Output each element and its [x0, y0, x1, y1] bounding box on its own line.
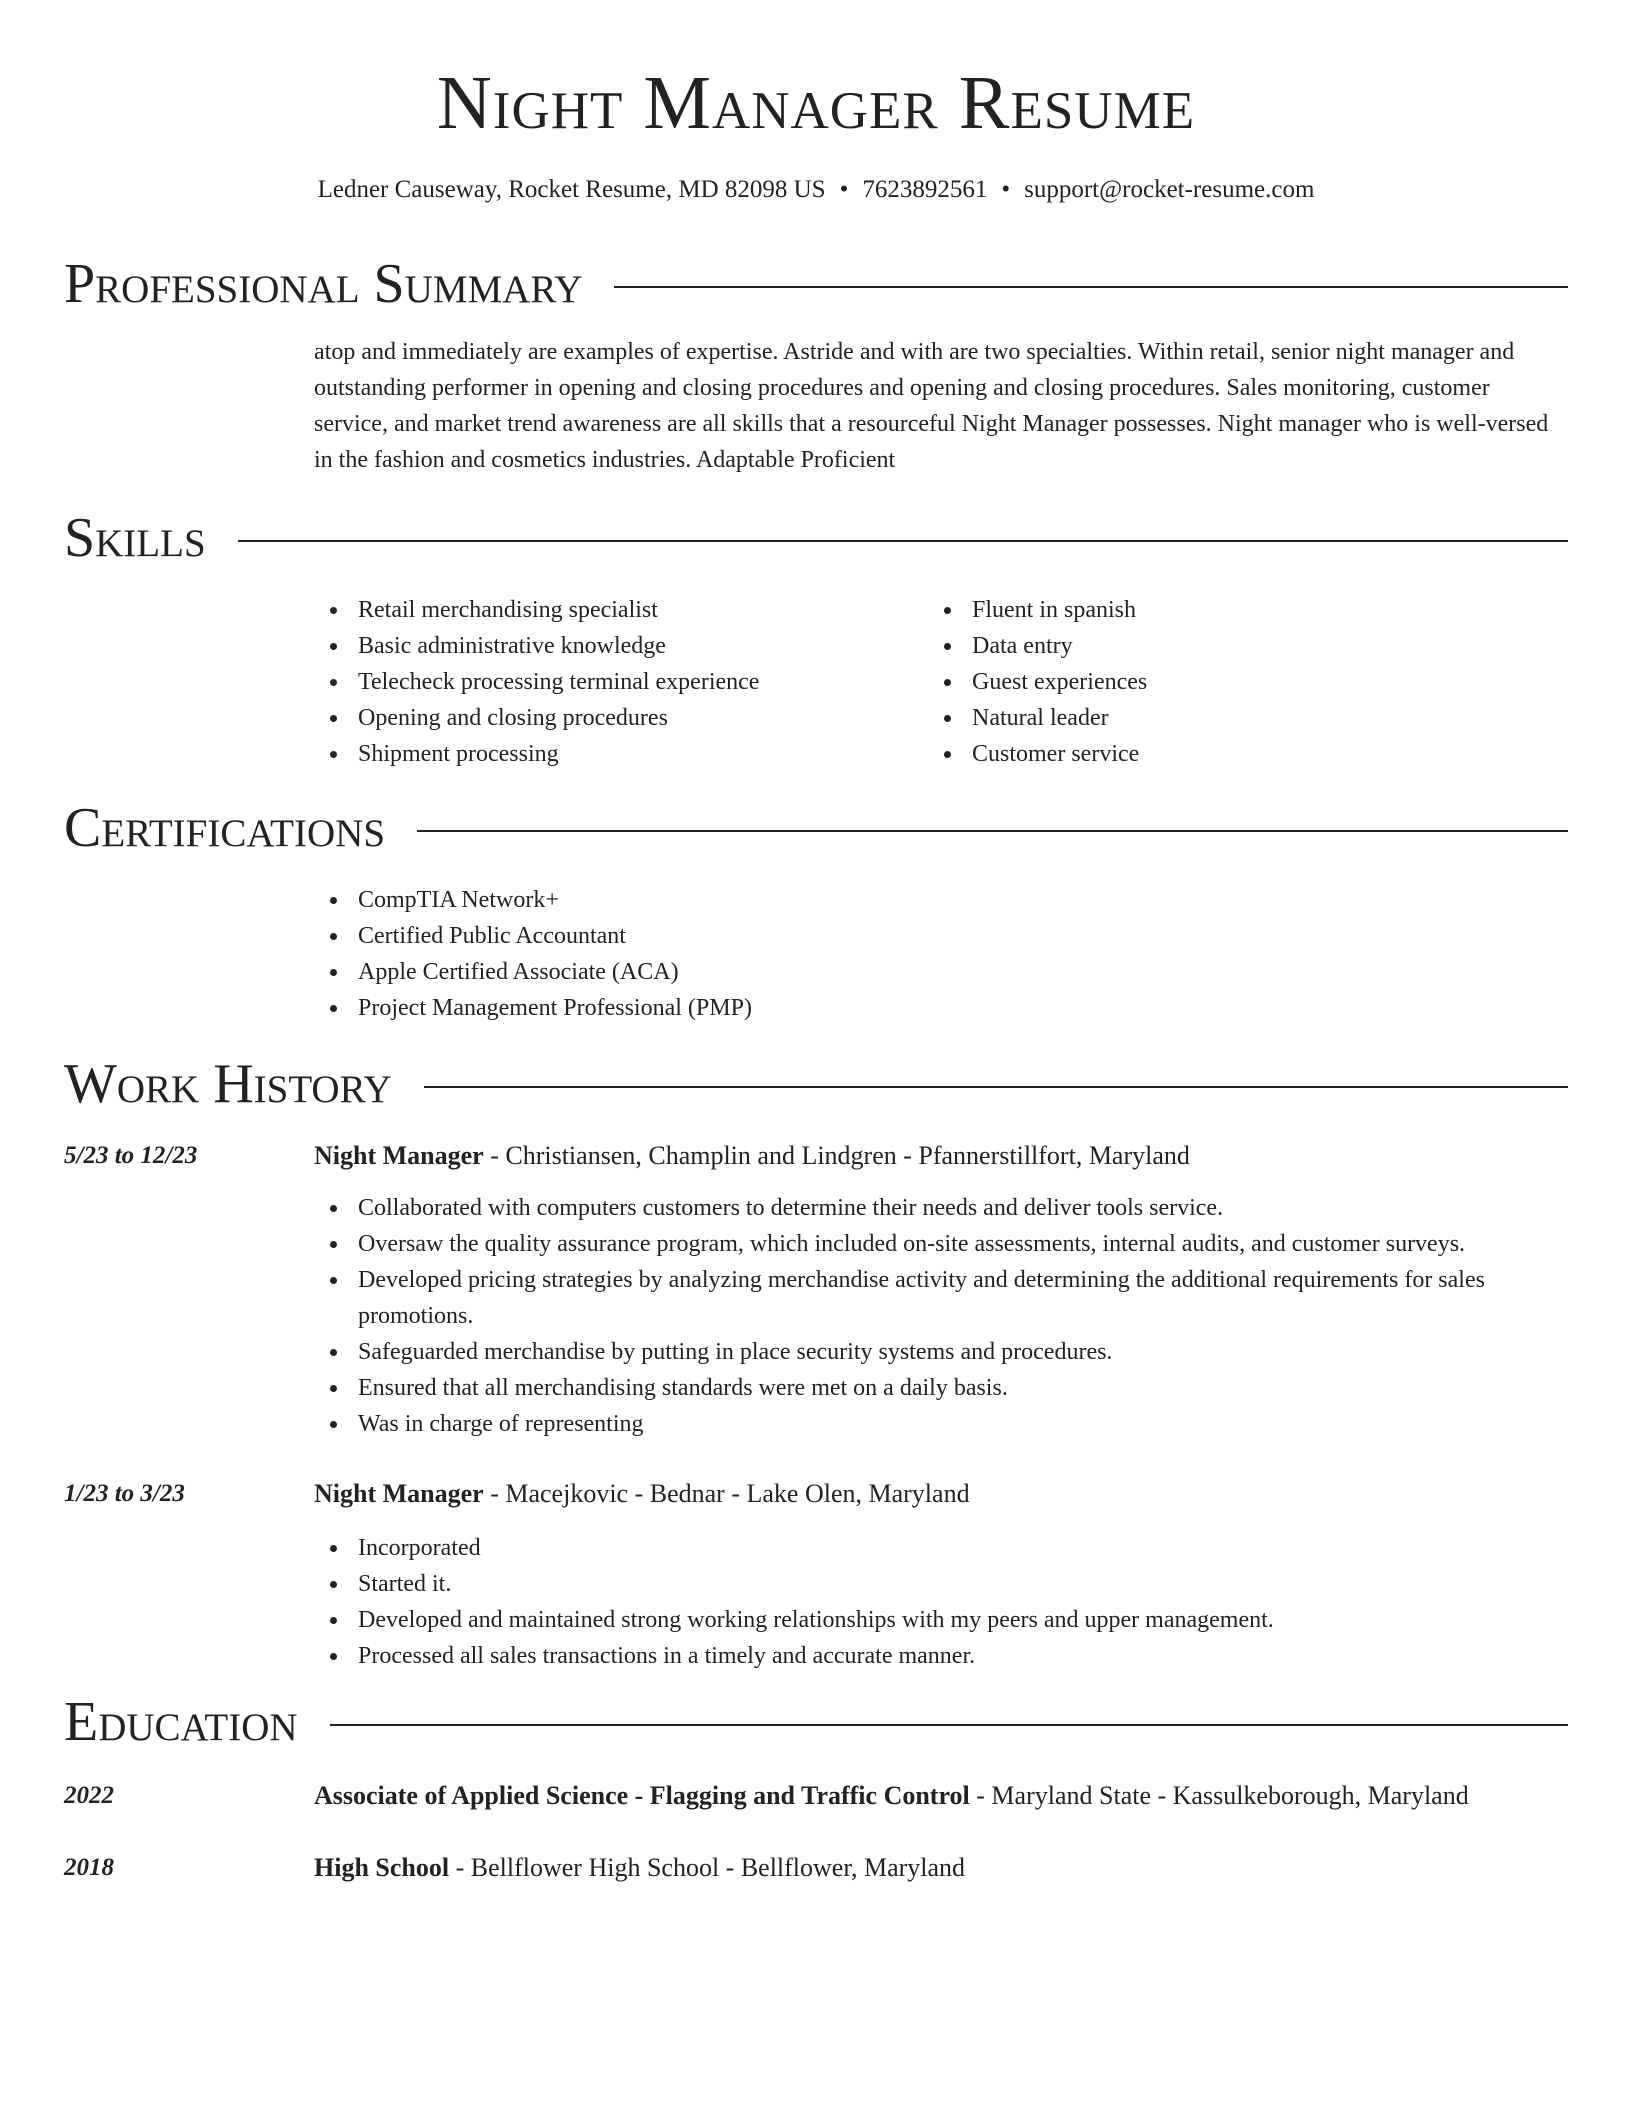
- education-details: - Maryland State - Kassulkeborough, Maryland: [969, 1781, 1469, 1810]
- education-year: 2018: [64, 1854, 114, 1881]
- job-details: - Christiansen, Champlin and Lindgren - Pfannerstillfort, Maryland: [483, 1141, 1190, 1170]
- certification-item: Certified Public Accountant: [314, 918, 1568, 954]
- job-dates: 5/23 to 12/23: [64, 1142, 198, 1169]
- job-bullet: Incorporated: [314, 1530, 1568, 1566]
- job-bullet: Safeguarded merchandise by putting in place security systems and procedures.: [314, 1334, 1568, 1370]
- summary-text: atop and immediately are examples of expertise. Astride and with are two specialties. Within retail, senior night manager and outstanding performer in opening and closing procedures and opening and closing procedures. Sales monitoring, customer service, and market trend awareness are all skills that a resourceful Night Manager possesses. Night manager who is well-versed in the fashion and cosmetics industries. Adaptable Proficient: [314, 339, 1549, 473]
- contact-address: Ledner Causeway, Rocket Resume, MD 82098 US: [317, 176, 826, 203]
- education-entry: [314, 1850, 1568, 1886]
- education-details: - Bellflower High School - Bellflower, Maryland: [449, 1853, 966, 1882]
- job-bullets: [314, 1190, 1568, 1442]
- certifications-list: [314, 882, 1568, 1026]
- job-bullet: Processed all sales transactions in a timely and accurate manner.: [314, 1638, 1568, 1674]
- contact-line: [0, 174, 1632, 206]
- skill-item: Retail merchandising specialist: [314, 592, 914, 628]
- section-rule: [417, 830, 1568, 832]
- summary-heading: Professional Summary: [64, 253, 583, 315]
- job-bullet: Developed and maintained strong working relationships with my peers and upper management.: [314, 1602, 1568, 1638]
- skills-heading: Skills: [64, 507, 206, 569]
- skill-item: Natural leader: [928, 700, 1548, 736]
- education-section-header: [64, 1692, 1568, 1752]
- education-degree: High School: [314, 1853, 450, 1882]
- contact-separator: •: [839, 176, 849, 203]
- job-details: - Macejkovic - Bednar - Lake Olen, Maryland: [483, 1479, 970, 1508]
- certifications-heading: Certifications: [64, 797, 386, 859]
- skill-item: Data entry: [928, 628, 1548, 664]
- job-heading: [314, 1138, 1568, 1174]
- skill-item: Customer service: [928, 736, 1548, 772]
- education-degree: Associate of Applied Science - Flagging and Traffic Control: [314, 1781, 970, 1810]
- section-rule: [238, 540, 1568, 542]
- skills-list-left: [314, 592, 914, 772]
- skills-list-right: [928, 592, 1548, 772]
- certification-item: CompTIA Network+: [314, 882, 1568, 918]
- education-heading: Education: [64, 1691, 298, 1753]
- skills-section-header: [64, 508, 1568, 568]
- contact-phone: 7623892561: [862, 176, 988, 203]
- certification-item: Apple Certified Associate (ACA): [314, 954, 1568, 990]
- job-bullet: Started it.: [314, 1566, 1568, 1602]
- job-heading: [314, 1476, 1568, 1512]
- contact-separator: •: [1001, 176, 1011, 203]
- skill-item: Telecheck processing terminal experience: [314, 664, 914, 700]
- skill-item: Opening and closing procedures: [314, 700, 914, 736]
- section-rule: [614, 286, 1568, 288]
- job-dates: 1/23 to 3/23: [64, 1480, 185, 1507]
- section-rule: [424, 1086, 1568, 1088]
- job-bullet: Ensured that all merchandising standards were met on a daily basis.: [314, 1370, 1568, 1406]
- contact-email: support@rocket-resume.com: [1024, 176, 1315, 203]
- resume-title: Night Manager Resume: [436, 61, 1196, 145]
- work-heading: Work History: [64, 1053, 392, 1115]
- certification-item: Project Management Professional (PMP): [314, 990, 1568, 1026]
- certifications-section-header: [64, 798, 1568, 858]
- education-year: 2022: [64, 1782, 114, 1809]
- skill-item: Shipment processing: [314, 736, 914, 772]
- job-bullet: Was in charge of representing: [314, 1406, 1568, 1442]
- work-section-header: [64, 1054, 1568, 1114]
- job-bullet: Oversaw the quality assurance program, which included on-site assessments, internal audits, and customer surveys.: [314, 1226, 1568, 1262]
- education-entry: [314, 1778, 1568, 1814]
- job-title: Night Manager: [314, 1141, 484, 1170]
- summary-section-header: [64, 254, 1568, 314]
- skill-item: Basic administrative knowledge: [314, 628, 914, 664]
- skill-item: Guest experiences: [928, 664, 1548, 700]
- section-rule: [330, 1724, 1568, 1726]
- job-bullet: Collaborated with computers customers to determine their needs and deliver tools service.: [314, 1190, 1568, 1226]
- job-title: Night Manager: [314, 1479, 484, 1508]
- job-bullets: [314, 1530, 1568, 1674]
- skill-item: Fluent in spanish: [928, 592, 1548, 628]
- job-bullet: Developed pricing strategies by analyzing merchandise activity and determining the additional requirements for sales promotions.: [314, 1262, 1568, 1334]
